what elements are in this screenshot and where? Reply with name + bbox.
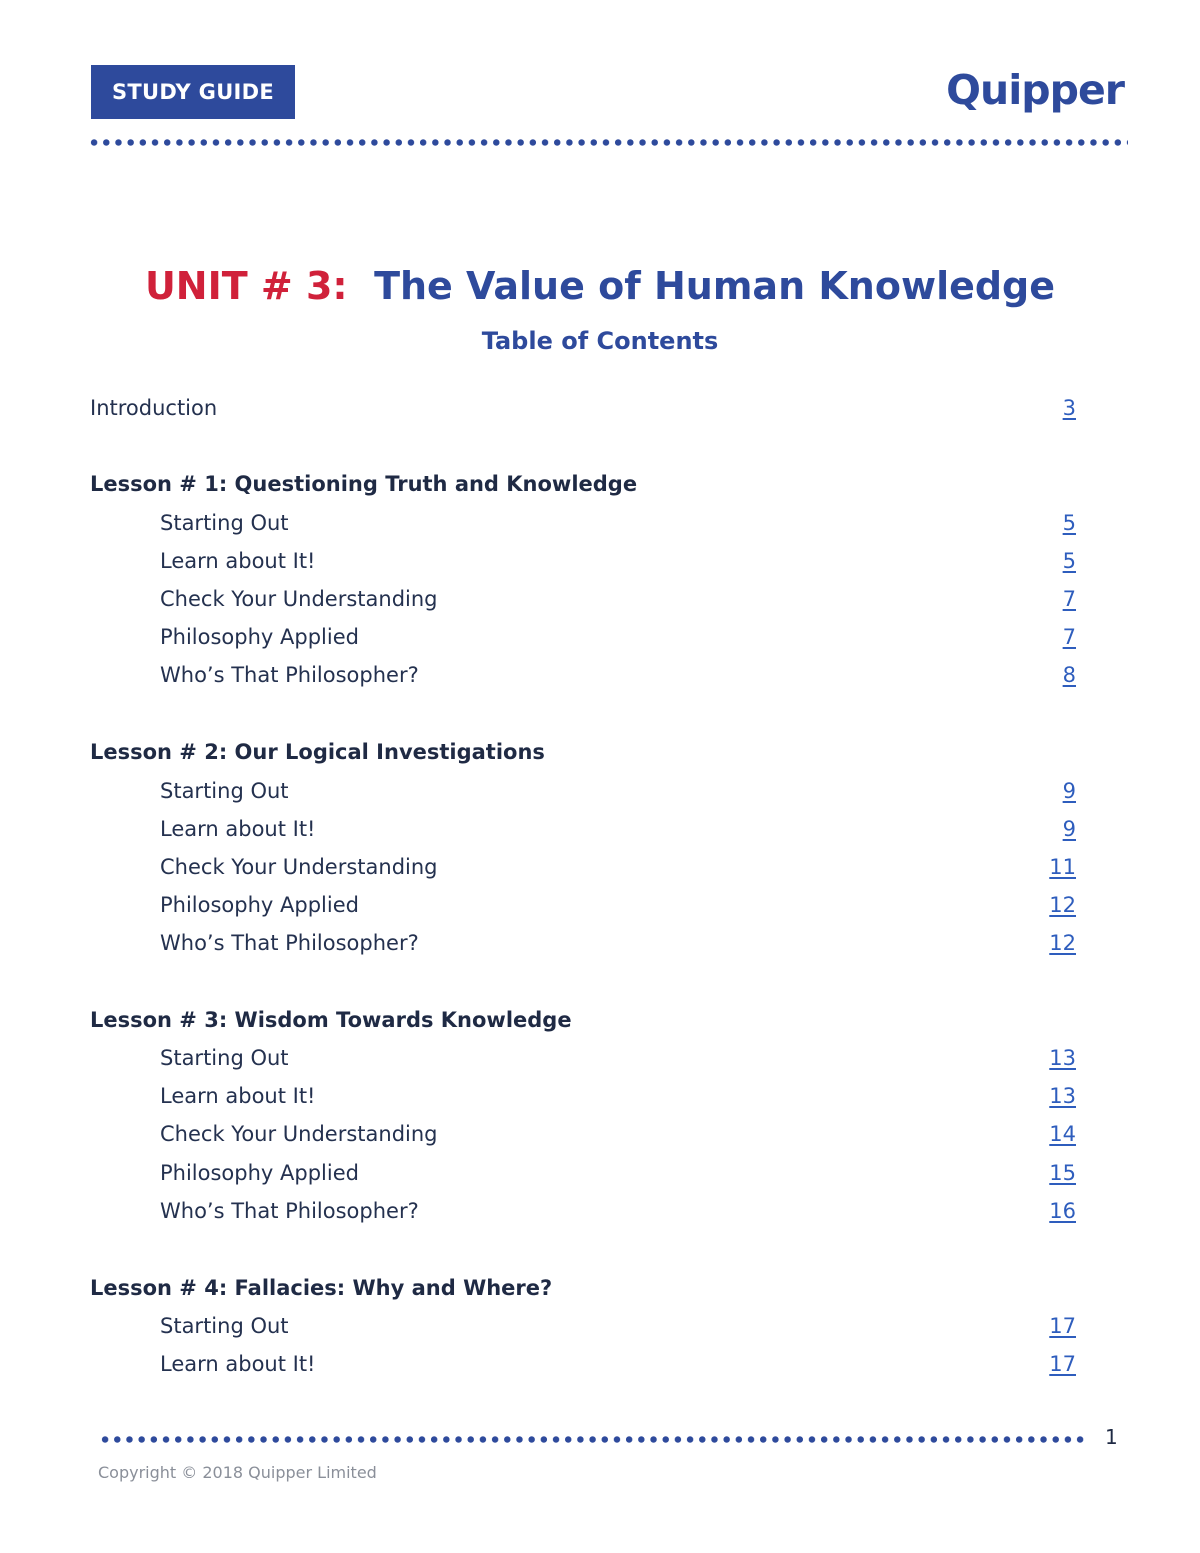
lesson-title: Lesson # 2: Our Logical Investigations [90, 740, 545, 764]
toc-page-link[interactable]: 17 [1049, 1314, 1076, 1338]
toc-entry-label: Learn about It! [160, 1084, 316, 1108]
unit-name: The Value of Human Knowledge [374, 264, 1056, 308]
page-title [0, 264, 1200, 308]
toc-entry-label: Philosophy Applied [160, 625, 359, 649]
toc-entry [0, 1084, 1200, 1118]
toc-page-link[interactable]: 16 [1049, 1199, 1076, 1223]
toc-page-link[interactable]: 9 [1062, 817, 1076, 841]
toc-entry [0, 1161, 1200, 1195]
toc-page-link[interactable]: 13 [1049, 1046, 1076, 1070]
toc-entry-label: Starting Out [160, 511, 289, 535]
toc-entry [0, 1046, 1200, 1080]
toc-entry-label: Check Your Understanding [160, 1122, 438, 1146]
toc-entry-label: Starting Out [160, 1314, 289, 1338]
toc-heading: Table of Contents [481, 327, 719, 355]
toc-entry-label: Learn about It! [160, 817, 316, 841]
toc-page-link[interactable]: 8 [1062, 663, 1076, 687]
toc-entry-label: Who’s That Philosopher? [160, 931, 419, 955]
toc-page-link[interactable]: 7 [1062, 587, 1076, 611]
header-divider [88, 139, 1128, 146]
toc-entry-label: Learn about It! [160, 549, 316, 573]
unit-number: UNIT # 3: [144, 264, 348, 308]
toc-page-link[interactable]: 13 [1049, 1084, 1076, 1108]
toc-page-link[interactable]: 5 [1062, 511, 1076, 535]
toc-entry [0, 663, 1200, 697]
footer-divider [99, 1436, 1089, 1443]
lesson-title: Lesson # 3: Wisdom Towards Knowledge [90, 1008, 572, 1032]
toc-lesson-heading [0, 1008, 1200, 1042]
toc-entry [0, 855, 1200, 889]
toc-entry [0, 511, 1200, 545]
toc-entry-label: Philosophy Applied [160, 893, 359, 917]
toc-entry [0, 549, 1200, 583]
toc-entry [0, 1314, 1200, 1348]
toc-page-link[interactable]: 11 [1049, 855, 1076, 879]
toc-page-link[interactable]: 12 [1049, 931, 1076, 955]
toc-page-link[interactable]: 17 [1049, 1352, 1076, 1376]
toc-entry-label: Who’s That Philosopher? [160, 1199, 419, 1223]
toc-entry [0, 931, 1200, 965]
toc-lesson-heading [0, 472, 1200, 506]
toc-entry-label: Philosophy Applied [160, 1161, 359, 1185]
toc-page-link[interactable]: 7 [1062, 625, 1076, 649]
toc-page-link[interactable]: 3 [1062, 396, 1076, 420]
toc-entry [0, 817, 1200, 851]
toc-entry [0, 625, 1200, 659]
quipper-logo: Quipper [946, 66, 1124, 114]
toc-page-link[interactable]: 15 [1049, 1161, 1076, 1185]
toc-entry-label: Check Your Understanding [160, 855, 438, 879]
toc-lesson-heading [0, 740, 1200, 774]
toc-entry [0, 587, 1200, 621]
toc-page-link[interactable]: 14 [1049, 1122, 1076, 1146]
toc-entry [0, 1199, 1200, 1233]
toc-entry [0, 1122, 1200, 1156]
toc-lesson-heading [0, 1276, 1200, 1310]
lesson-title: Lesson # 4: Fallacies: Why and Where? [90, 1276, 553, 1300]
toc-entry [0, 779, 1200, 813]
toc-entry-label: Introduction [90, 396, 218, 420]
toc-entry [0, 893, 1200, 927]
toc-entry-introduction [0, 396, 1200, 430]
toc-entry-label: Starting Out [160, 779, 289, 803]
toc-entry-label: Check Your Understanding [160, 587, 438, 611]
toc-entry [0, 1352, 1200, 1386]
toc-entry-label: Learn about It! [160, 1352, 316, 1376]
copyright-notice: Copyright © 2018 Quipper Limited [98, 1463, 377, 1482]
toc-page-link[interactable]: 9 [1062, 779, 1076, 803]
toc-page-link[interactable]: 12 [1049, 893, 1076, 917]
page-number: 1 [1105, 1425, 1118, 1449]
toc-page-link[interactable]: 5 [1062, 549, 1076, 573]
study-guide-badge [91, 65, 295, 119]
lesson-title: Lesson # 1: Questioning Truth and Knowledge [90, 472, 638, 496]
study-guide-label: STUDY GUIDE [111, 80, 275, 104]
toc-entry-label: Who’s That Philosopher? [160, 663, 419, 687]
toc-entry-label: Starting Out [160, 1046, 289, 1070]
